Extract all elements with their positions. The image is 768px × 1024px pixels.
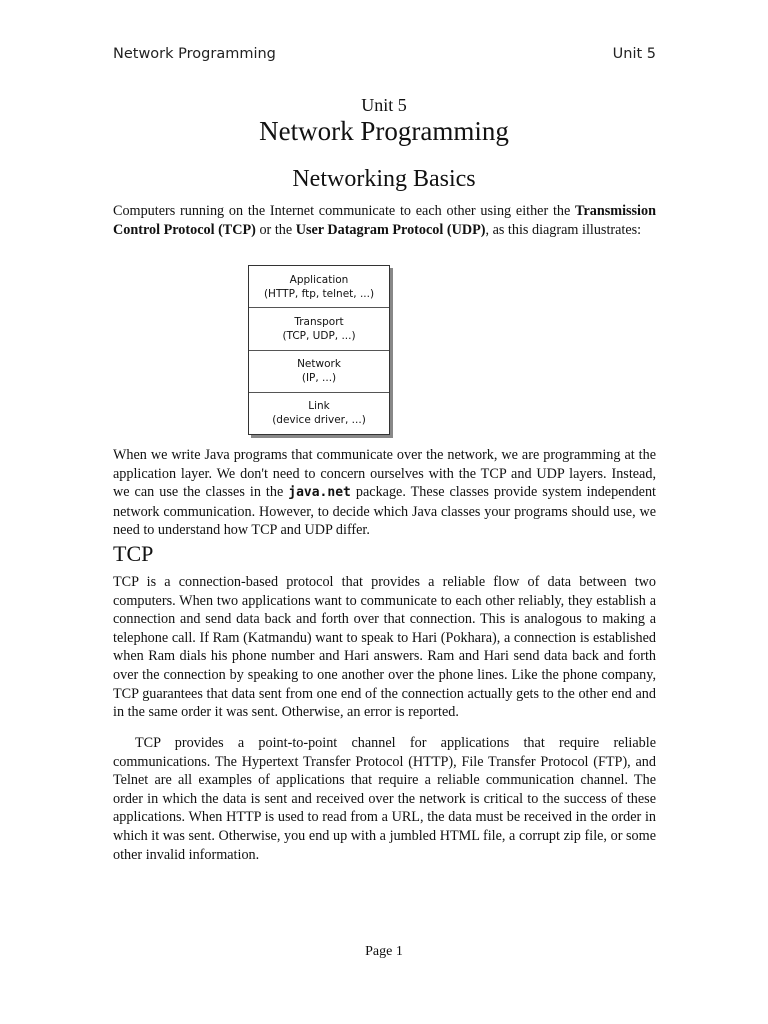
java-text-end: package. These classes provide system independent network communication. However, to decide which Java classes your programs should use, we need to understand how TCP and UDP differ. bbox=[113, 484, 656, 539]
tcp-term: Transmission Control Protocol (TCP) bbox=[113, 203, 656, 238]
layer-detail: (device driver, ...) bbox=[272, 414, 366, 427]
java-net-paragraph bbox=[113, 446, 656, 540]
layer-detail: (HTTP, ftp, telnet, ...) bbox=[263, 287, 375, 300]
tcp-paragraph-2: TCP provides a point-to-point channel for applications that require reliable communications. The Hypertext Transfer Protocol (HTTP), File Transfer Protocol (FTP), and Telnet are all examples of applications that require a reliable communication channel. The order in which the data is sent and received over the network is critical to the success of these applications. When HTTP is used to read from a URL, the data must be received in the order in which it was sent. Otherwise, you end up with a jumbled HTML file, a corrupt zip file, or some other invalid information. bbox=[113, 735, 656, 863]
running-header bbox=[113, 46, 656, 62]
intro-text-start: Computers running on the Internet communicate to each other using either the bbox=[113, 203, 576, 219]
layer-application bbox=[249, 266, 389, 308]
layer-name: Application bbox=[289, 273, 349, 286]
layer-name: Link bbox=[308, 400, 330, 413]
layer-name: Transport bbox=[294, 315, 344, 328]
page-number: Page 1 bbox=[365, 944, 403, 959]
layer-network bbox=[249, 351, 389, 393]
section-title: Networking Basics bbox=[292, 166, 476, 192]
header-unit-label: Unit 5 bbox=[612, 46, 656, 62]
layer-detail: (IP, ...) bbox=[301, 372, 337, 385]
layer-name: Network bbox=[297, 358, 341, 371]
tcp-heading: TCP bbox=[113, 541, 154, 566]
java-net-package: java.net bbox=[288, 485, 351, 501]
tcp-paragraph-1: TCP is a connection-based protocol that provides a reliable flow of data between two computers. When two applications want to communicate to each other reliably, they establish a connection and send data back and forth over that connection. This is analogous to making a telephone call. If Ram (Katmandu) want to speak to Hari (Pokhara), a connection is established when Ram dials his phone number and Hari answers. Ram and Hari send data back and forth over the connection by speaking to one another over the phone lines. Like the phone company, TCP guarantees that data sent from one end of the connection actually gets to the other end and in the same order it was sent. Otherwise, an error is reported. bbox=[113, 574, 656, 721]
intro-text-middle: or the bbox=[255, 221, 296, 238]
layer-detail: (TCP, UDP, ...) bbox=[282, 329, 356, 342]
java-text-start: When we write Java programs that communicate over the network, we are programming at the application layer. We don't need to concern ourselves with the TCP and UDP layers. Instead, we can use the classes in the bbox=[113, 447, 656, 501]
layer-link bbox=[249, 393, 389, 434]
network-layer-diagram bbox=[248, 265, 390, 435]
udp-term: User Datagram Protocol (UDP) bbox=[295, 221, 486, 238]
header-course-title: Network Programming bbox=[113, 46, 276, 62]
unit-label: Unit 5 bbox=[361, 95, 407, 115]
intro-paragraph bbox=[113, 202, 656, 239]
document-title: Network Programming bbox=[259, 116, 509, 146]
layer-transport bbox=[249, 308, 389, 350]
intro-text-end: , as this diagram illustrates: bbox=[485, 221, 642, 238]
